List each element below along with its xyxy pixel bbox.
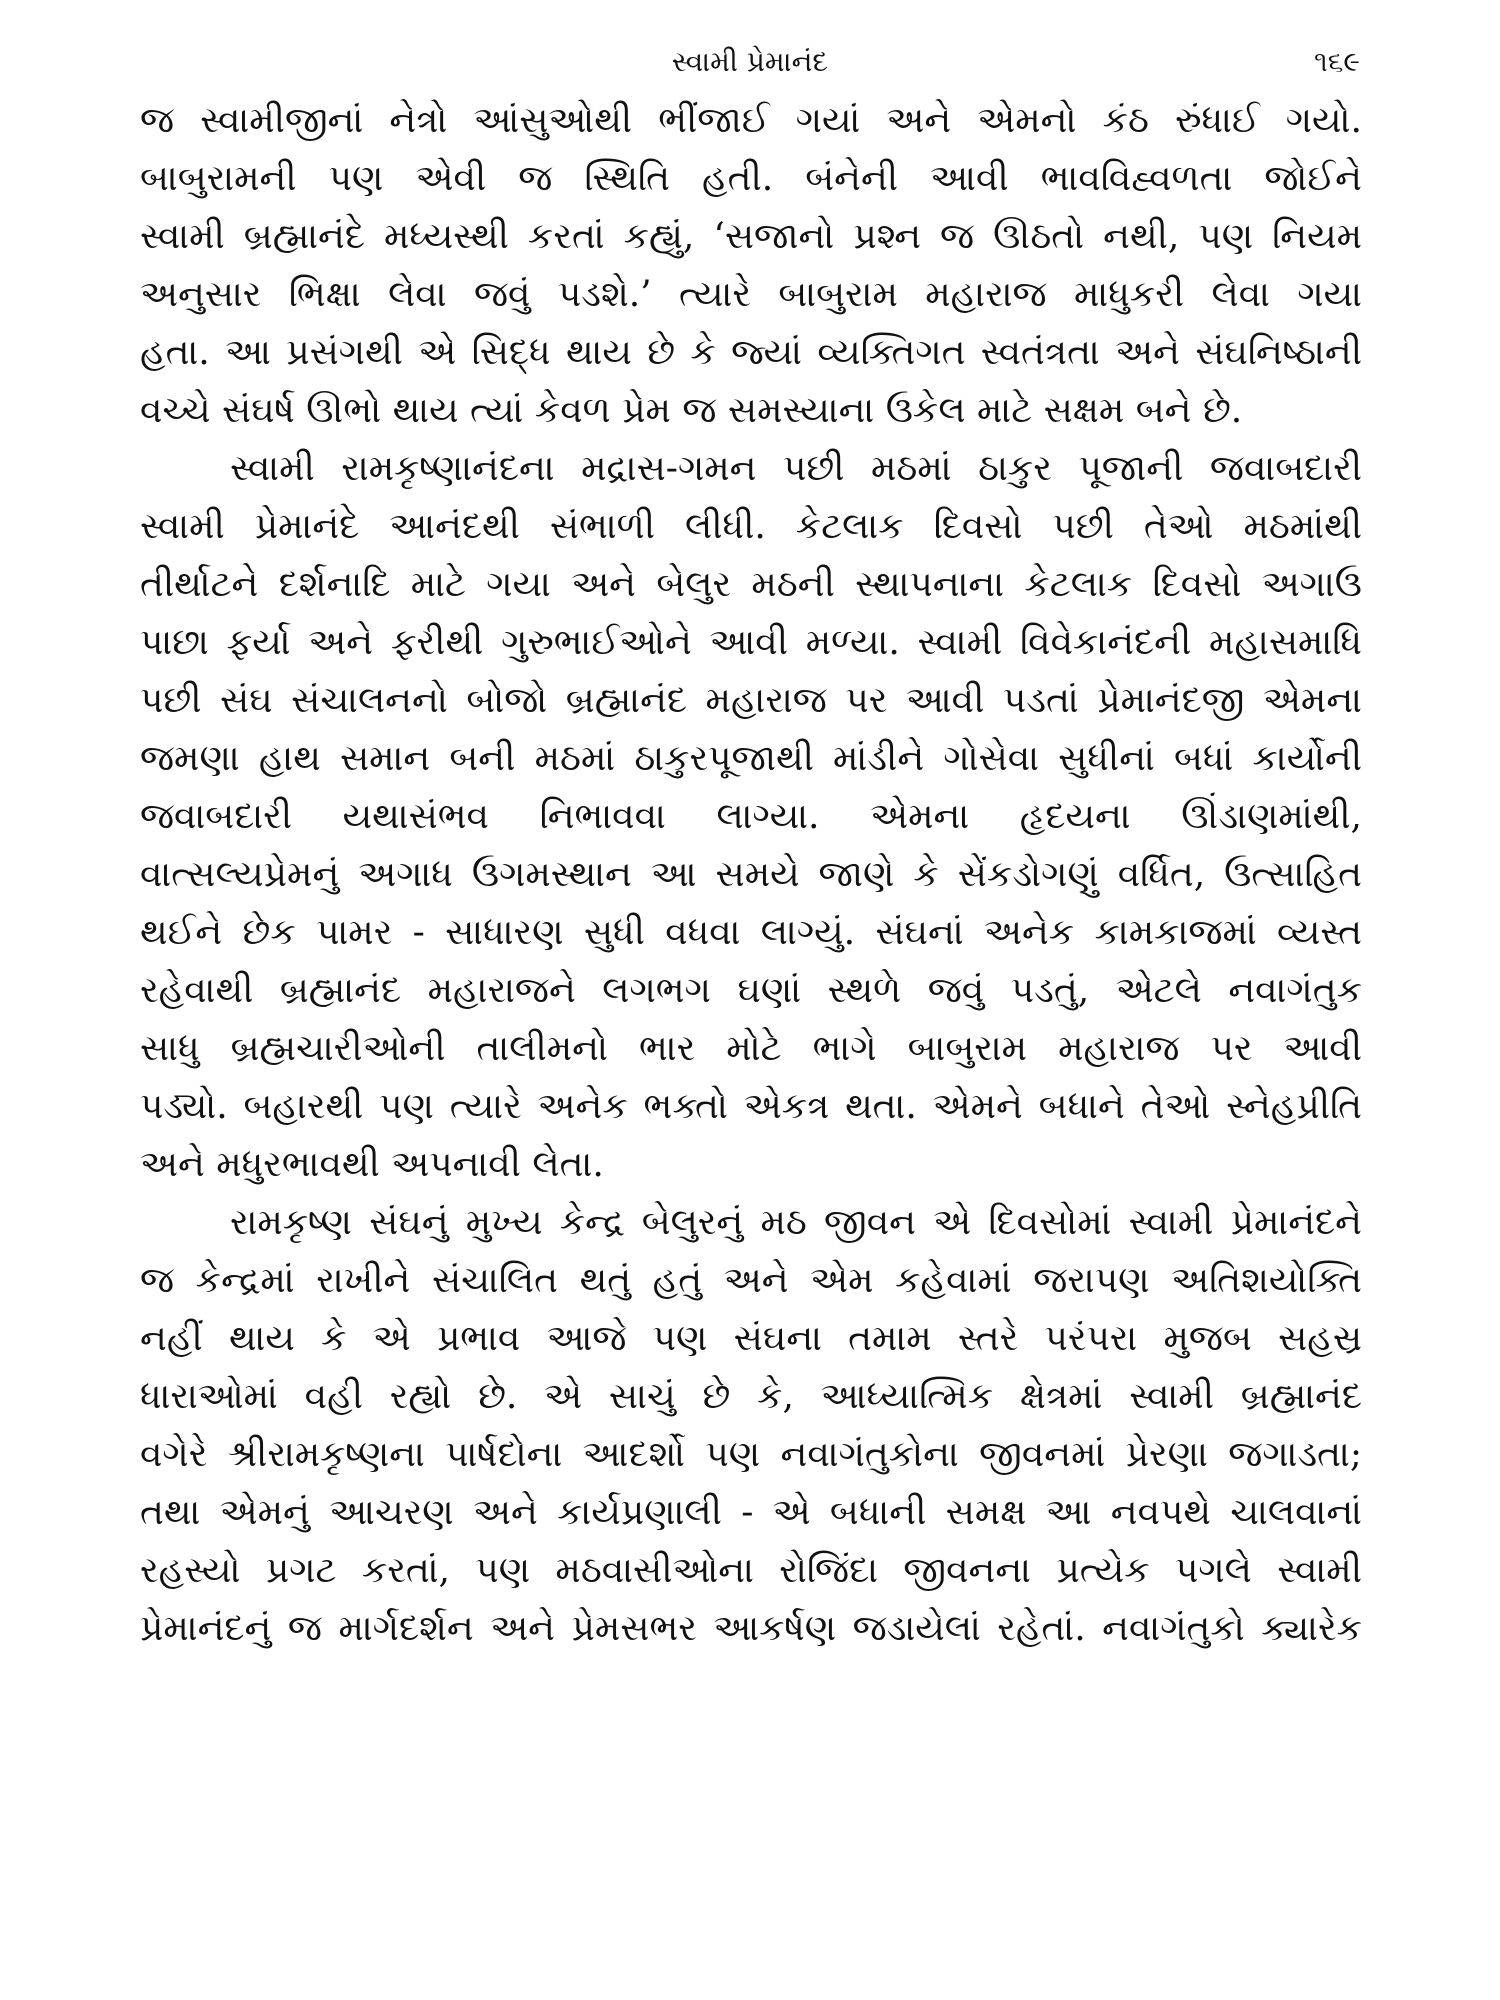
body-text bbox=[140, 92, 1362, 1658]
text-line: પડ્યો. બહારથી પણ ત્યારે અનેક ભક્તો એકત્ર થતા. એમને બધાને તેઓ સ્નેહપ્રીતિ bbox=[140, 1086, 1362, 1127]
text-line: બાબુરામની પણ એવી જ સ્થિતિ હતી. બંનેની આવી ભાવવિહ્વળતા જોઈને bbox=[140, 158, 1362, 199]
text-line: તીર્થાટને દર્શનાદિ માટે ગયા અને બેલુર મઠની સ્થાપનાના કેટલાક દિવસો અગાઉ bbox=[140, 564, 1362, 605]
text-line: રહસ્યો પ્રગટ કરતાં, પણ મઠવાસીઓના રોજિંદા જીવનના પ્રત્યેક પગલે સ્વામી bbox=[140, 1550, 1362, 1591]
text-line: તથા એમનું આચરણ અને કાર્યપ્રણાલી - એ બધાની સમક્ષ આ નવપથે ચાલવાનાં bbox=[140, 1492, 1362, 1533]
text-line: પ્રેમાનંદનું જ માર્ગદર્શન અને પ્રેમસભર આકર્ષણ જડાયેલાં રહેતાં. નવાગંતુકો ક્યારેક bbox=[140, 1608, 1362, 1649]
text-line: પછી સંઘ સંચાલનનો બોજો બ્રહ્માનંદ મહારાજ પર આવી પડતાં પ્રેમાનંદજી એમના bbox=[140, 680, 1362, 721]
text-line: હતા. આ પ્રસંગથી એ સિદ્ધ થાય છે કે જ્યાં વ્યક્તિગત સ્વતંત્રતા અને સંઘનિષ્ઠાની bbox=[140, 332, 1362, 373]
text-line: જ કેન્દ્રમાં રાખીને સંચાલિત થતું હતું અને એમ કહેવામાં જરાપણ અતિશયોક્તિ bbox=[140, 1260, 1362, 1301]
paragraph-first-line: સ્વામી રામકૃષ્ણાનંદના મદ્રાસ-ગમન પછી મઠમાં ઠાકુર પૂજાની જવાબદારી bbox=[230, 448, 1362, 489]
text-line: ધારાઓમાં વહી રહ્યો છે. એ સાચું છે કે, આધ્યાત્મિક ક્ષેત્રમાં સ્વામી બ્રહ્માનંદ bbox=[140, 1376, 1362, 1417]
page-header bbox=[140, 40, 1360, 84]
page-number: ૧૬૯ bbox=[1314, 45, 1360, 78]
text-line: રહેવાથી બ્રહ્માનંદ મહારાજને લગભગ ઘણાં સ્થળે જવું પડતું, એટલે નવાગંતુક bbox=[140, 970, 1362, 1011]
text-line: સ્વામી બ્રહ્માનંદે મધ્યસ્થી કરતાં કહ્યું, ‘સજાનો પ્રશ્ન જ ઊઠતો નથી, પણ નિયમ bbox=[140, 216, 1362, 257]
text-line: વાત્સલ્યપ્રેમનું અગાધ ઉગમસ્થાન આ સમયે જાણે કે સેંકડોગણું વર્ધિત, ઉત્સાહિત bbox=[140, 854, 1362, 895]
text-line: નહીં થાય કે એ પ્રભાવ આજે પણ સંઘના તમામ સ્તરે પરંપરા મુજબ સહસ્ર bbox=[140, 1318, 1362, 1359]
text-line: જવાબદારી યથાસંભવ નિભાવવા લાગ્યા. એમના હૃદયના ઊંડાણમાંથી, bbox=[140, 796, 1362, 837]
text-line: સાધુ બ્રહ્મચારીઓની તાલીમનો ભાર મોટે ભાગે બાબુરામ મહારાજ પર આવી bbox=[140, 1028, 1362, 1069]
text-line: થઈને છેક પામર - સાધારણ સુધી વધવા લાગ્યું. સંઘનાં અનેક કામકાજમાં વ્યસ્ત bbox=[140, 912, 1362, 953]
text-line: પાછા ફર્યા અને ફરીથી ગુરુભાઈઓને આવી મળ્યા. સ્વામી વિવેકાનંદની મહાસમાધિ bbox=[140, 622, 1362, 663]
text-line: વચ્ચે સંઘર્ષ ઊભો થાય ત્યાં કેવળ પ્રેમ જ સમસ્યાના ઉકેલ માટે સક્ષમ બને છે. bbox=[140, 390, 1243, 431]
running-title: સ્વામી પ્રેમાનંદ bbox=[671, 45, 829, 78]
text-line: સ્વામી પ્રેમાનંદે આનંદથી સંભાળી લીધી. કેટલાક દિવસો પછી તેઓ મઠમાંથી bbox=[140, 506, 1362, 547]
text-line: અનુસાર ભિક્ષા લેવા જવું પડશે.’ ત્યારે બાબુરામ મહારાજ માધુકરી લેવા ગયા bbox=[140, 274, 1362, 315]
text-line: જ સ્વામીજીનાં નેત્રો આંસુઓથી ભીંજાઈ ગયાં અને એમનો કંઠ રુંધાઈ ગયો. bbox=[140, 100, 1362, 141]
text-line: જમણા હાથ સમાન બની મઠમાં ઠાકુરપૂજાથી માંડીને ગોસેવા સુધીનાં બધાં કાર્યોની bbox=[140, 738, 1362, 779]
text-line: અને મધુરભાવથી અપનાવી લેતા. bbox=[140, 1144, 604, 1185]
text-line: વગેરે શ્રીરામકૃષ્ણના પાર્ષદોના આદર્શો પણ નવાગંતુકોના જીવનમાં પ્રેરણા જગાડતા; bbox=[140, 1434, 1362, 1475]
paragraph-first-line: રામકૃષ્ણ સંઘનું મુખ્ય કેન્દ્ર બેલુરનું મઠ જીવન એ દિવસોમાં સ્વામી પ્રેમાનંદને bbox=[230, 1202, 1362, 1243]
